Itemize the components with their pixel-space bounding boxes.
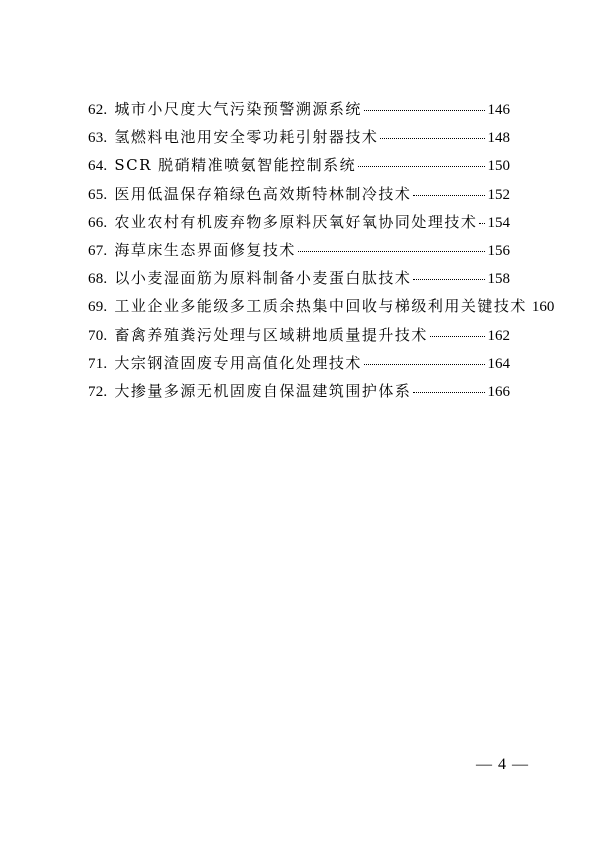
toc-entry[interactable] [88,381,510,409]
dot-leader [380,138,484,139]
entry-number: 65. [88,186,108,203]
entry-page-number: 146 [487,102,510,118]
entry-page-number: 158 [487,271,510,288]
toc-entry[interactable] [88,296,555,324]
entry-page-number: 166 [487,383,510,400]
entry-title: 以小麦湿面筋为原料制备小麦蛋白肽技术 [114,269,412,288]
entry-page-number: 164 [487,355,510,372]
dot-leader [413,195,484,196]
dot-leader [358,166,484,167]
entry-page-number: 150 [487,158,510,175]
entry-title: SCR 脱硝精准喷氨智能控制系统 [114,156,357,175]
page-number: — 4 — [476,756,529,773]
toc-entry[interactable] [88,353,510,381]
dot-leader [298,251,485,252]
entry-number: 71. [88,355,108,372]
entry-number: 62. [88,102,108,118]
entry-title: 大宗钢渣固废专用高值化处理技术 [114,353,362,372]
toc-entry[interactable] [88,127,510,155]
entry-title: 城市小尺度大气污染预警溯源系统 [114,100,362,118]
toc-entry[interactable] [88,240,510,268]
entry-number: 72. [88,383,108,400]
entry-title: 农业农村有机废弃物多原料厌氧好氧协同处理技术 [114,212,478,231]
toc-entry[interactable] [88,325,510,353]
entry-number: 66. [88,214,108,231]
entry-number: 68. [88,271,108,288]
toc-entry[interactable] [88,212,510,240]
entry-number: 70. [88,327,108,344]
dot-leader [479,223,484,224]
entry-title: 畜禽养殖粪污处理与区域耕地质量提升技术 [114,325,428,344]
entry-title: 氢燃料电池用安全零功耗引射器技术 [114,128,379,147]
toc-entry[interactable] [88,184,510,212]
entry-page-number: 152 [487,186,510,203]
entry-page-number: 156 [487,242,510,259]
dot-leader [364,110,485,111]
entry-title: 工业企业多能级多工质余热集中回收与梯级利用关键技术 [114,297,527,316]
entry-page-number: 160 [531,299,555,316]
entry-number: 64. [88,158,108,175]
dot-leader [430,336,485,337]
toc-entry[interactable] [88,268,510,296]
entry-page-number: 154 [487,214,510,231]
entry-title: 医用低温保存箱绿色高效斯特林制冷技术 [114,184,412,203]
entry-page-number: 148 [487,130,510,147]
table-of-contents [88,99,555,409]
entry-number: 69. [88,299,108,316]
dot-leader [364,364,485,365]
entry-title: 大掺量多源无机固废自保温建筑围护体系 [114,381,412,400]
dot-leader [413,279,484,280]
dot-leader [413,392,484,393]
toc-entry[interactable] [88,99,510,127]
entry-title: 海草床生态界面修复技术 [114,240,296,259]
toc-entry[interactable] [88,155,510,183]
entry-number: 67. [88,242,108,259]
entry-page-number: 162 [487,327,510,344]
entry-number: 63. [88,130,108,147]
